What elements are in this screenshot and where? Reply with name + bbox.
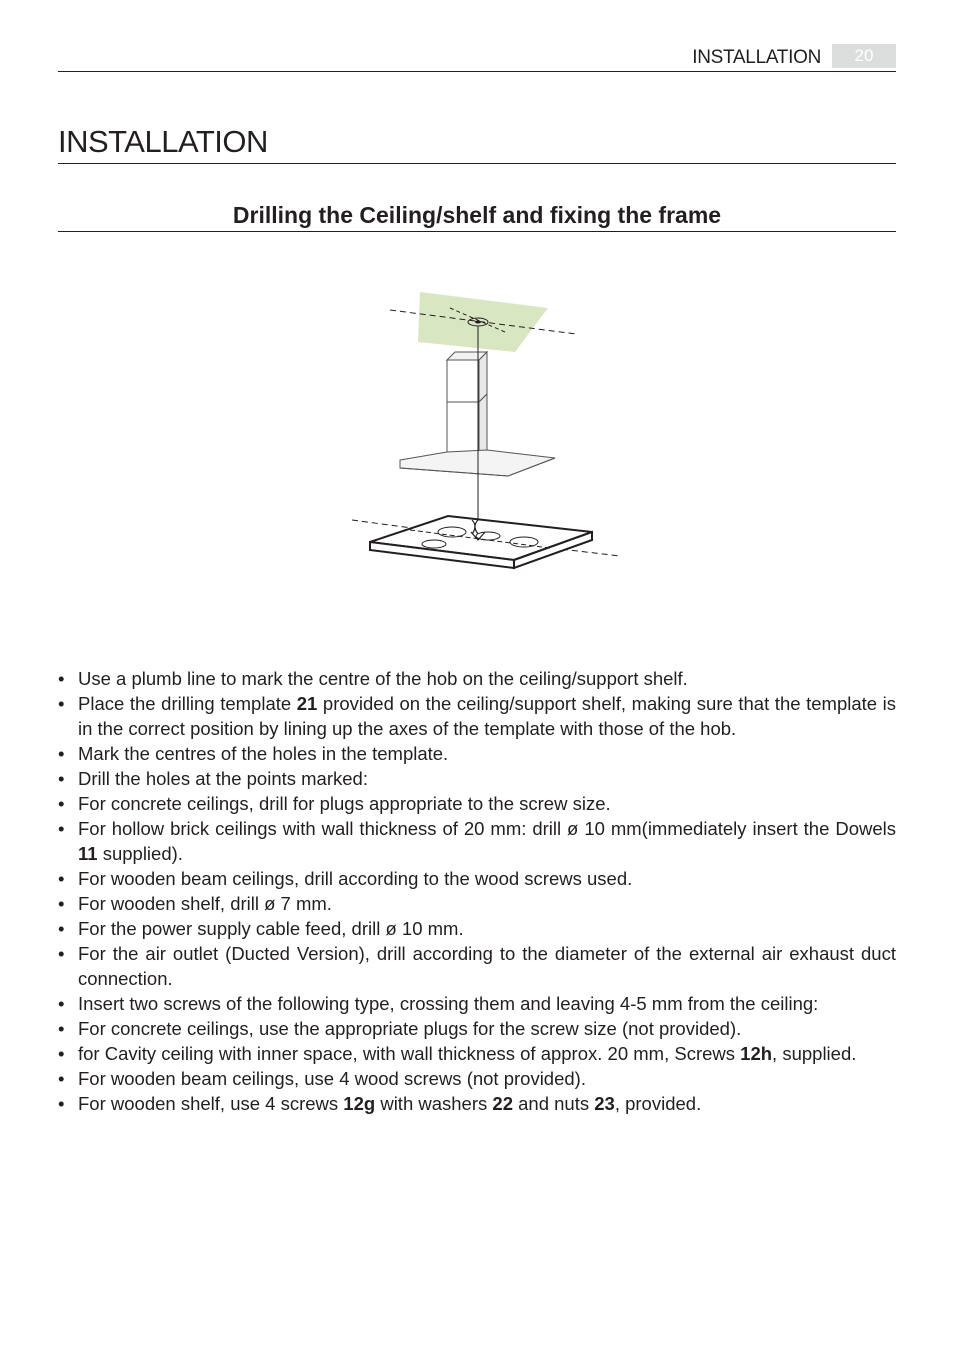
instruction-item: • Drill the holes at the points marked:: [58, 766, 896, 791]
instruction-item: • Use a plumb line to mark the centre of the hob on the ceiling/support shelf.: [58, 666, 896, 691]
part-reference: 12h: [740, 1043, 773, 1064]
instruction-item: • For wooden beam ceilings, drill according to the wood screws used.: [58, 866, 896, 891]
section-label: INSTALLATION: [692, 47, 821, 68]
page-number: 20: [832, 44, 896, 68]
page-title: INSTALLATION: [58, 124, 896, 164]
instruction-item: • For the power supply cable feed, drill ø 10 mm.: [58, 916, 896, 941]
instruction-item: • For concrete ceilings, drill for plugs appropriate to the screw size.: [58, 791, 896, 816]
instruction-list: [58, 666, 896, 1116]
part-reference: 22: [492, 1093, 513, 1114]
part-reference: 12g: [343, 1093, 376, 1114]
installation-diagram: [340, 280, 630, 580]
instruction-item: • for Cavity ceiling with inner space, with wall thickness of approx. 20 mm, Screws 12h, supplied.: [58, 1041, 896, 1066]
instruction-item: • For wooden shelf, drill ø 7 mm.: [58, 891, 896, 916]
instruction-item: • For wooden beam ceilings, use 4 wood screws (not provided).: [58, 1066, 896, 1091]
running-header: [58, 44, 896, 72]
hob: [352, 516, 620, 568]
instruction-item: • For hollow brick ceilings with wall thickness of 20 mm: drill ø 10 mm(immediately insert the Dowels 11 supplied).: [58, 816, 896, 866]
instruction-item: • Mark the centres of the holes in the template.: [58, 741, 896, 766]
instruction-item: • For wooden shelf, use 4 screws 12g with washers 22 and nuts 23, provided.: [58, 1091, 896, 1116]
section-subtitle: Drilling the Ceiling/shelf and fixing the frame: [58, 202, 896, 232]
part-reference: 23: [594, 1093, 615, 1114]
instruction-item: • For concrete ceilings, use the appropriate plugs for the screw size (not provided).: [58, 1016, 896, 1041]
part-reference: 21: [296, 693, 318, 714]
part-reference: 11: [78, 843, 98, 864]
ceiling-panel: [390, 292, 576, 352]
instruction-item: • Insert two screws of the following type, crossing them and leaving 4-5 mm from the ceiling:: [58, 991, 896, 1016]
instruction-item: • Place the drilling template 21 provided on the ceiling/support shelf, making sure that the template is in the correct position by lining up the axes of the template with those of the hob.: [58, 691, 896, 741]
hood-chimney: [447, 352, 487, 466]
instruction-item: • For the air outlet (Ducted Version), drill according to the diameter of the external air exhaust duct connection.: [58, 941, 896, 991]
